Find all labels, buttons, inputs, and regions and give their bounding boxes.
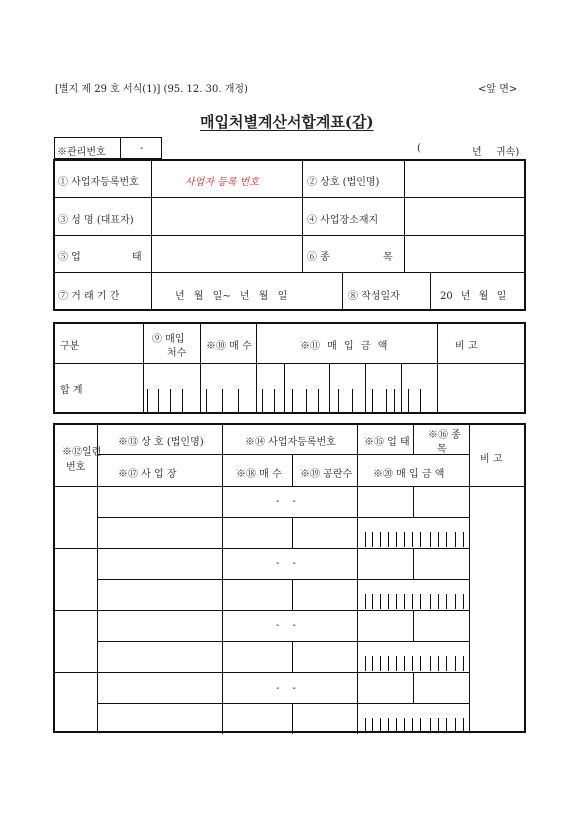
detail-place-header: ※⑰ 사 업 장 xyxy=(118,469,177,480)
trade-name-cell[interactable] xyxy=(98,487,221,516)
detail-seq-header-b: 번호 xyxy=(66,462,86,473)
detail-item-header-b: 목 xyxy=(437,444,447,455)
summary-count-field[interactable] xyxy=(144,364,199,413)
seq-number-field[interactable] xyxy=(54,611,96,671)
place-cell[interactable] xyxy=(98,580,221,609)
item-label-tail: 목 xyxy=(383,252,393,263)
biztype-cell[interactable] xyxy=(358,487,412,516)
digit-tick xyxy=(158,389,159,412)
biztype-cell[interactable] xyxy=(358,611,412,640)
digit-tick xyxy=(262,389,263,412)
detail-biztype-header: ※⑮ 업 태 xyxy=(364,437,410,448)
digit-tick xyxy=(147,389,148,412)
place-cell[interactable] xyxy=(98,704,221,733)
amount-cell[interactable] xyxy=(358,580,468,609)
detail-amount-header: ※⑳ 매 입 금 액 xyxy=(373,469,445,480)
item-cell[interactable] xyxy=(414,549,468,578)
page-side-label: <앞 면> xyxy=(478,84,518,95)
blank-count-cell[interactable] xyxy=(293,580,356,609)
summary-amount-header: ※⑪ 매 입 금 액 xyxy=(300,341,388,352)
digit-tick xyxy=(420,389,421,412)
note-field[interactable] xyxy=(470,487,525,732)
address-field[interactable] xyxy=(405,198,525,234)
sheets-cell[interactable] xyxy=(223,580,291,609)
digit-tick xyxy=(238,389,239,412)
business-type-label-tail: 태 xyxy=(132,252,142,263)
detail-regno-value[interactable]: - - xyxy=(276,558,296,569)
detail-blank-header: ※⑲ 공란수 xyxy=(300,469,353,480)
digit-tick xyxy=(408,389,409,412)
digit-tick xyxy=(206,389,207,412)
summary-note-field[interactable] xyxy=(438,364,525,413)
detail-sheets-header: ※⑱ 매 수 xyxy=(236,469,282,480)
year-label: 년 xyxy=(472,147,482,158)
summary-count-header-b: 처수 xyxy=(167,348,187,359)
form-title: 매입처별계산서합계표(갑) xyxy=(200,113,374,131)
trade-name-cell[interactable] xyxy=(98,673,221,702)
summary-amount-field[interactable] xyxy=(257,364,436,413)
biztype-cell[interactable] xyxy=(358,549,412,578)
item-field[interactable] xyxy=(405,236,525,271)
summary-sheets-header: ※⑩ 매 수 xyxy=(206,341,252,352)
digit-tick xyxy=(222,389,223,412)
period-label: ⑦ 거 래 기 간 xyxy=(58,291,120,302)
summary-div-header: 구분 xyxy=(60,341,80,352)
digit-tick xyxy=(170,389,171,412)
digit-tick xyxy=(338,389,339,412)
amount-cell[interactable] xyxy=(358,642,468,671)
trade-name-cell[interactable] xyxy=(98,549,221,578)
summary-sheets-field[interactable] xyxy=(201,364,255,413)
seq-number-field[interactable] xyxy=(54,487,96,547)
item-cell[interactable] xyxy=(414,611,468,640)
sheets-cell[interactable] xyxy=(223,518,291,547)
trade-name-cell[interactable] xyxy=(98,611,221,640)
blank-count-cell[interactable] xyxy=(293,642,356,671)
seq-number-field[interactable] xyxy=(54,549,96,609)
attribution-label: 귀속) xyxy=(496,147,520,158)
form-reference: [별지 제 29 호 서식(1)] (95. 12. 30. 개정) xyxy=(55,84,248,95)
trade-name-label: ② 상호 (법인명) xyxy=(307,177,380,188)
detail-note-header: 비 고 xyxy=(480,454,503,465)
amount-cell[interactable] xyxy=(358,518,468,547)
amount-cell[interactable] xyxy=(358,704,468,733)
detail-seq-header: ※⑫일련 xyxy=(62,447,102,458)
digit-tick xyxy=(394,389,395,412)
item-label: ⑥ 종 xyxy=(307,252,330,263)
digit-tick xyxy=(306,389,307,412)
digit-tick xyxy=(352,389,353,412)
seq-number-field[interactable] xyxy=(54,673,96,733)
mgmt-number-label: ※관리번호 xyxy=(57,147,106,158)
sheets-cell[interactable] xyxy=(223,704,291,733)
digit-tick xyxy=(274,389,275,412)
written-date-field[interactable]: 20 년 월 일 xyxy=(440,291,507,302)
detail-trade-header: ※⑬ 상 호 (법인명) xyxy=(118,437,204,448)
detail-regno-value[interactable]: - - xyxy=(276,620,296,631)
year-open-paren: ( xyxy=(417,143,421,154)
summary-total-label: 합 계 xyxy=(60,385,83,396)
biz-no-field[interactable]: 사업자 등록 번호 xyxy=(185,177,259,188)
written-date-label: ⑧ 작성일자 xyxy=(348,291,400,302)
summary-note-header: 비 고 xyxy=(455,341,478,352)
digit-tick xyxy=(372,389,373,412)
digit-tick xyxy=(292,389,293,412)
address-label: ④ 사업장소재지 xyxy=(307,215,379,226)
digit-tick xyxy=(318,389,319,412)
place-cell[interactable] xyxy=(98,642,221,671)
blank-count-cell[interactable] xyxy=(293,518,356,547)
blank-count-cell[interactable] xyxy=(293,704,356,733)
trade-name-field[interactable] xyxy=(405,160,525,196)
detail-regno-value[interactable]: - - xyxy=(276,683,296,694)
mgmt-number-value[interactable]: - xyxy=(140,143,144,154)
place-cell[interactable] xyxy=(98,518,221,547)
digit-tick xyxy=(386,389,387,412)
item-cell[interactable] xyxy=(414,673,468,702)
detail-regno-header: ※⑭ 사업자등록번호 xyxy=(245,437,336,448)
biztype-cell[interactable] xyxy=(358,673,412,702)
summary-count-header: ⑨ 매입 xyxy=(152,334,185,345)
rep-name-field[interactable] xyxy=(152,198,301,234)
detail-regno-value[interactable]: - - xyxy=(276,496,296,507)
business-type-label: ⑤ 업 xyxy=(58,252,81,263)
digit-tick xyxy=(182,389,183,412)
biz-no-label: ① 사업자등록번호 xyxy=(58,177,139,188)
period-field[interactable]: 년 월 일∼ 년 월 일 xyxy=(175,291,288,302)
detail-item-header: ※⑯ 종 xyxy=(428,430,461,441)
business-type-field[interactable] xyxy=(152,236,301,271)
item-cell[interactable] xyxy=(414,487,468,516)
sheets-cell[interactable] xyxy=(223,642,291,671)
rep-name-label: ③ 성 명 (대표자) xyxy=(58,215,134,226)
